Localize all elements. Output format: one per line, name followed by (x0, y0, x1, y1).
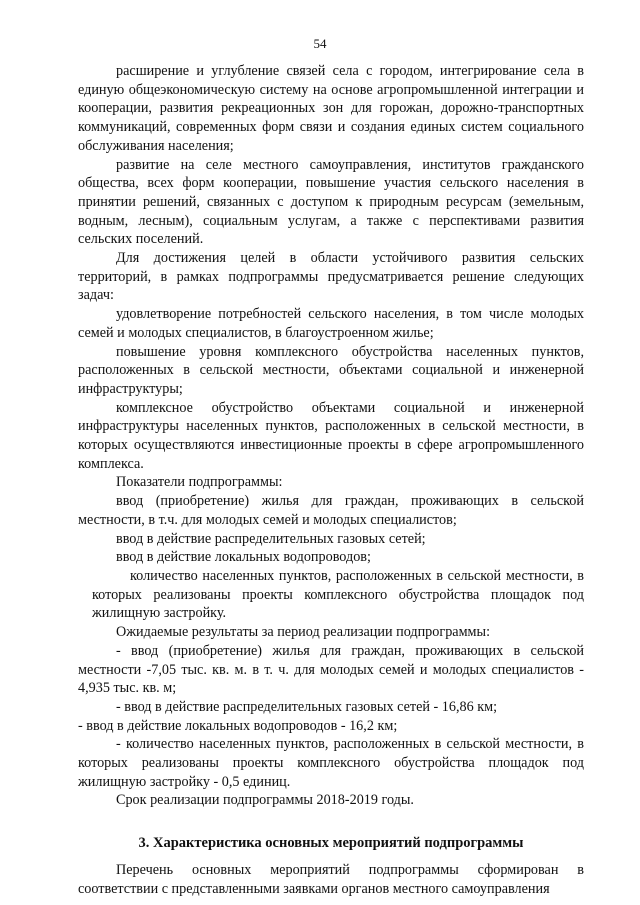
paragraph: Для достижения целей в области устойчивого развития сельских территорий, в рамках подпрограммы предусматривается решение следующих задач: (78, 250, 584, 304)
paragraph: - количество населенных пунктов, расположенных в сельской местности, в которых реализованы проекты комплексного обустройства площадок под жилищную застройку - 0,5 единиц. (78, 736, 584, 790)
paragraph: количество населенных пунктов, расположенных в сельской местности, в которых реализованы проекты комплексного обустройства площадок под жилищную застройку. (92, 567, 584, 622)
paragraph: удовлетворение потребностей сельского населения, в том числе молодых семей и молодых специалистов, в благоустроенном жилье; (78, 306, 584, 341)
page-content (78, 62, 584, 899)
paragraph: - ввод в действие локальных водопроводов - 16,2 км; (78, 717, 398, 734)
paragraph: ввод в действие распределительных газовых сетей; (116, 530, 426, 547)
paragraph: расширение и углубление связей села с городом, интегрирование села в единую общеэкономическую систему на основе агропромышленной интеграции и кооперации, развития рекреационных зон для горожан, дорожно-транспортных коммуникаций, современных форм связи и создания единых систем социального обслуживания населения; (78, 63, 584, 154)
paragraph: - ввод (приобретение) жилья для граждан, проживающих в сельской местности -7,05 тыс. кв. м. в т. ч. для молодых семей и молодых специалистов - 4,935 тыс. кв. м; (78, 642, 584, 697)
paragraph: - ввод в действие распределительных газовых сетей - 16,86 км; (116, 698, 498, 715)
paragraph: ввод в действие локальных водопроводов; (116, 549, 371, 566)
paragraph: развитие на селе местного самоуправления, институтов гражданского общества, всех форм кооперации, повышение участия сельского населения в принятии решений, связанных с доступом к природным ресурсам (земельным, водным, лесным), социальным услугам, а также с перспективами развития сельских поселений. (78, 156, 584, 248)
paragraph: ввод (приобретение) жилья для граждан, проживающих в сельской местности, в т.ч. для молодых семей и молодых специалистов; (78, 493, 584, 528)
paragraph: Перечень основных мероприятий подпрограммы сформирован в соответствии с представленными заявками органов местного самоуправления (78, 862, 584, 897)
paragraph: комплексное обустройство объектами социальной и инженерной инфраструктуры населенных пунктов, расположенных в сельской местности, в которых осуществляются инвестиционные проекты в сфере агропромышленного комплекса. (78, 399, 584, 472)
paragraph: Показатели подпрограммы: (116, 474, 283, 491)
paragraph: Ожидаемые результаты за период реализации подпрограммы: (116, 624, 491, 641)
paragraph: Срок реализации подпрограммы 2018-2019 годы. (116, 792, 414, 809)
page-number: 54 (313, 36, 327, 51)
section-heading: 3. Характеристика основных мероприятий подпрограммы (138, 835, 524, 852)
paragraph: повышение уровня комплексного обустройства населенных пунктов, расположенных в сельской местности, объектами социальной и инженерной инфраструктуры; (78, 343, 584, 397)
